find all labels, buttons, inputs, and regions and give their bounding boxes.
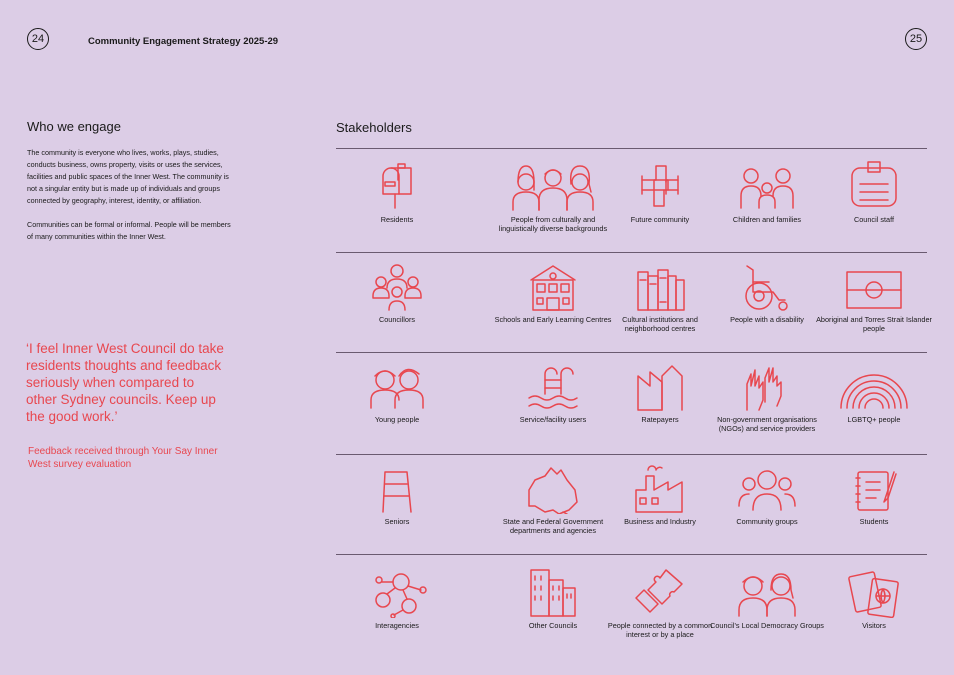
wheelchair-icon bbox=[707, 262, 827, 312]
stakeholder-schools bbox=[493, 262, 613, 325]
stakeholder-label: Aboriginal and Torres Strait Islander people bbox=[816, 315, 932, 333]
young-people-icon bbox=[337, 362, 457, 412]
stakeholder-label: Other Councils bbox=[528, 621, 578, 630]
stakeholder-cultural-institutions bbox=[600, 262, 720, 333]
councillors-icon bbox=[337, 262, 457, 312]
page-number-right: 25 bbox=[905, 28, 927, 50]
intro-text bbox=[27, 147, 237, 255]
grid-divider bbox=[336, 454, 927, 455]
stakeholders-heading: Stakeholders bbox=[336, 120, 412, 135]
stakeholder-council-staff bbox=[814, 160, 934, 225]
pull-quote-source: Feedback received through Your Say Inner West survey evaluation bbox=[28, 446, 218, 470]
stakeholder-label: Seniors bbox=[384, 517, 410, 526]
who-we-engage-heading: Who we engage bbox=[27, 119, 121, 134]
stakeholder-label: Community groups bbox=[736, 517, 798, 526]
stakeholder-label: Young people bbox=[374, 415, 420, 424]
stakeholder-community-groups bbox=[707, 464, 827, 527]
stakeholder-ratepayers bbox=[600, 362, 720, 425]
stakeholder-visitors bbox=[814, 566, 934, 631]
network-icon bbox=[337, 566, 457, 618]
stakeholder-label: Council staff bbox=[853, 215, 895, 224]
pool-ladder-icon bbox=[493, 362, 613, 412]
stakeholder-ngos bbox=[707, 362, 827, 433]
stakeholder-democracy-groups bbox=[707, 566, 827, 631]
stakeholder-seniors bbox=[337, 464, 457, 527]
stakeholder-label: Future community bbox=[630, 215, 690, 224]
stakeholder-label: Cultural institutions and neighborhood centres bbox=[622, 315, 698, 333]
stakeholder-disability bbox=[707, 262, 827, 325]
stakeholder-government bbox=[493, 464, 613, 535]
school-icon bbox=[493, 262, 613, 312]
stakeholder-label: Service/facility users bbox=[519, 415, 587, 424]
mailbox-icon bbox=[337, 160, 457, 212]
joined-hands-icon bbox=[600, 160, 720, 212]
intro-paragraph-2: Communities can be formal or informal. People will be members of many communities within the Inner West. bbox=[27, 220, 231, 241]
stakeholder-label: Non-government organisations (NGOs) and service providers bbox=[717, 415, 817, 433]
stakeholder-label: LGBTQ+ people bbox=[847, 415, 901, 424]
stakeholder-label: Business and Industry bbox=[624, 517, 696, 526]
puzzle-icon bbox=[600, 566, 720, 618]
id-badge-icon bbox=[814, 160, 934, 212]
grid-divider bbox=[336, 252, 927, 253]
stakeholder-label: People connected by a common interest or by a place bbox=[607, 621, 713, 639]
stakeholder-residents bbox=[337, 160, 457, 225]
stakeholder-children-families bbox=[707, 160, 827, 225]
intro-paragraph-1: The community is everyone who lives, works, plays, studies, conducts business, owns property, visits or uses the services, facilities and public spaces of the Inner West. The community is not a singular entity but is made up of individuals and groups connected by geography, interest, identity, or affiliation. bbox=[27, 148, 229, 205]
stakeholder-label: Children and families bbox=[732, 215, 802, 224]
rainbow-icon bbox=[814, 362, 934, 412]
city-icon bbox=[493, 566, 613, 618]
buildings-icon bbox=[600, 362, 720, 412]
document-title: Community Engagement Strategy 2025-29 bbox=[88, 36, 279, 47]
stakeholder-interagencies bbox=[337, 566, 457, 631]
stakeholder-label: Councillors bbox=[378, 315, 416, 324]
stakeholder-label: Residents bbox=[380, 215, 414, 224]
family-icon bbox=[707, 160, 827, 212]
australia-map-icon bbox=[493, 464, 613, 514]
stakeholder-business bbox=[600, 464, 720, 527]
stakeholder-other-councils bbox=[493, 566, 613, 631]
stakeholder-cald bbox=[493, 160, 613, 233]
notebook-icon bbox=[814, 464, 934, 514]
stakeholder-label: Students bbox=[859, 517, 889, 526]
stakeholder-label: Schools and Early Learning Centres bbox=[494, 315, 612, 324]
group-icon bbox=[707, 464, 827, 514]
walker-icon bbox=[337, 464, 457, 514]
stakeholder-future-community bbox=[600, 160, 720, 225]
factory-icon bbox=[600, 464, 720, 514]
page-number-left: 24 bbox=[27, 28, 49, 50]
aboriginal-flag-icon bbox=[814, 262, 934, 312]
grid-divider bbox=[336, 148, 927, 149]
stakeholder-label: State and Federal Government departments and agencies bbox=[502, 517, 604, 535]
pull-quote: ‘I feel Inner West Council do take residents thoughts and feedback seriously when compared to other Sydney councils. Keep up the good work.’ bbox=[26, 341, 224, 424]
stakeholder-facility-users bbox=[493, 362, 613, 425]
stakeholder-label: Council’s Local Democracy Groups bbox=[710, 621, 824, 630]
stakeholder-councillors bbox=[337, 262, 457, 325]
books-icon bbox=[600, 262, 720, 312]
stakeholder-students bbox=[814, 464, 934, 527]
passport-icon bbox=[814, 566, 934, 618]
stakeholder-aboriginal bbox=[814, 262, 934, 333]
stakeholder-label: Interagencies bbox=[375, 621, 419, 630]
stakeholder-lgbtq bbox=[814, 362, 934, 425]
stakeholder-label: Ratepayers bbox=[641, 415, 679, 424]
grid-divider bbox=[336, 352, 927, 353]
stakeholder-label: People from culturally and linguistically diverse backgrounds bbox=[498, 215, 608, 233]
stakeholder-common-interest bbox=[600, 566, 720, 639]
stakeholder-young-people bbox=[337, 362, 457, 425]
diverse-people-icon bbox=[493, 160, 613, 212]
stakeholder-label: People with a disability bbox=[730, 315, 804, 324]
raised-hands-icon bbox=[707, 362, 827, 412]
stakeholder-label: Visitors bbox=[862, 621, 886, 630]
grid-divider bbox=[336, 554, 927, 555]
democracy-group-icon bbox=[707, 566, 827, 618]
